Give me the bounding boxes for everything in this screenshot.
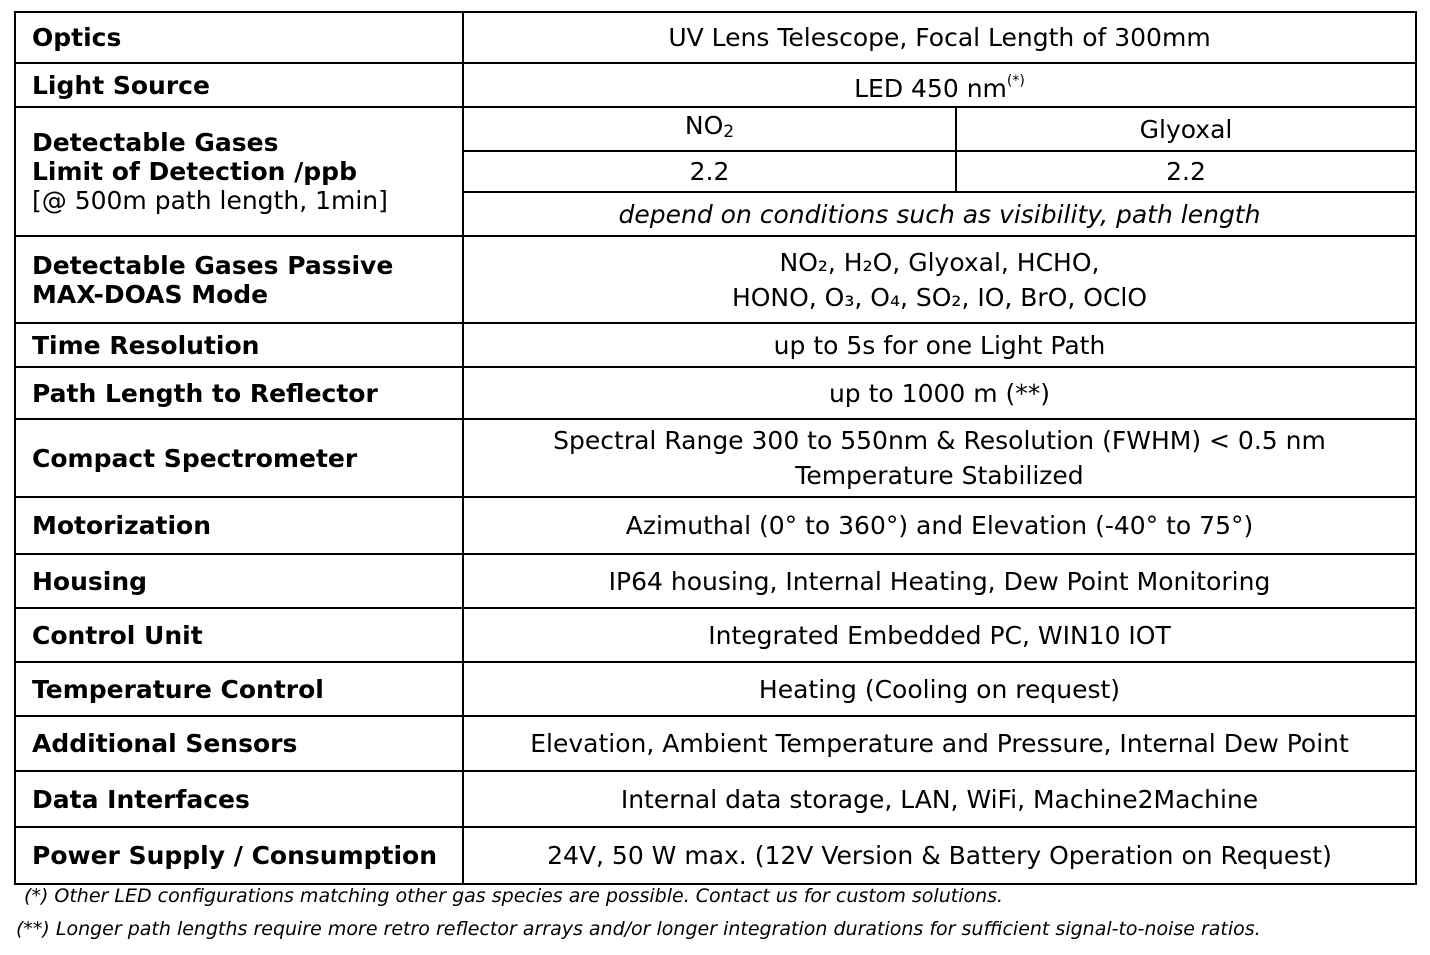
value: Elevation, Ambient Temperature and Pressure, Internal Dew Point	[463, 716, 1416, 771]
label: Light Source	[15, 63, 463, 107]
row-optics	[15, 12, 1416, 63]
row-housing	[15, 554, 1416, 608]
label: Housing	[15, 554, 463, 608]
label: Motorization	[15, 497, 463, 554]
value: 24V, 50 W max. (12V Version & Battery Operation on Request)	[463, 827, 1416, 884]
value-line: Temperature Stabilized	[795, 461, 1084, 490]
value: Heating (Cooling on request)	[463, 662, 1416, 716]
value	[463, 236, 1416, 323]
label-line: Detectable Gases Passive	[32, 250, 394, 280]
lod-glyoxal: 2.2	[956, 151, 1416, 192]
value	[463, 419, 1416, 497]
label-line: Limit of Detection /ppb	[32, 157, 357, 186]
value-text: LED 450 nm	[854, 74, 1007, 103]
gas-glyoxal: Glyoxal	[956, 107, 1416, 151]
row-temperature	[15, 662, 1416, 716]
label	[15, 107, 463, 236]
value: IP64 housing, Internal Heating, Dew Point Monitoring	[463, 554, 1416, 608]
lod-note: depend on conditions such as visibility, path length	[463, 192, 1416, 236]
value: UV Lens Telescope, Focal Length of 300mm	[463, 12, 1416, 63]
label: Compact Spectrometer	[15, 419, 463, 497]
value: up to 5s for one Light Path	[463, 323, 1416, 367]
label-line: [@ 500m path length, 1min]	[32, 186, 388, 215]
value: Integrated Embedded PC, WIN10 IOT	[463, 608, 1416, 662]
label: Time Resolution	[15, 323, 463, 367]
gas-name: NO	[684, 111, 724, 140]
value-line: HONO, O₃, O₄, SO₂, IO, BrO, OClO	[731, 282, 1148, 312]
footnote-mark: (*)	[1006, 73, 1025, 89]
value-line: Spectral Range 300 to 550nm & Resolution (FWHM) < 0.5 nm	[553, 426, 1326, 455]
gas-no2	[463, 107, 956, 151]
subscript: 2	[723, 122, 735, 142]
value: up to 1000 m (**)	[463, 367, 1416, 419]
label: Path Length to Reflector	[15, 367, 463, 419]
row-time	[15, 323, 1416, 367]
spec-table	[14, 11, 1417, 885]
row-power	[15, 827, 1416, 884]
row-sensors	[15, 716, 1416, 771]
label: Temperature Control	[15, 662, 463, 716]
value: Azimuthal (0° to 360°) and Elevation (-40° to 75°)	[463, 497, 1416, 554]
row-detectable-gases	[15, 107, 1416, 151]
row-control	[15, 608, 1416, 662]
lod-no2: 2.2	[463, 151, 956, 192]
value	[463, 63, 1416, 107]
label: Power Supply / Consumption	[15, 827, 463, 884]
row-motorization	[15, 497, 1416, 554]
row-data-interfaces	[15, 771, 1416, 827]
row-spectrometer	[15, 419, 1416, 497]
value: Internal data storage, LAN, WiFi, Machine2Machine	[463, 771, 1416, 827]
footnote-2: (**) Longer path lengths require more retro reflector arrays and/or longer integration durations for sufficient signal-to-noise ratios.	[16, 918, 1261, 940]
label: Control Unit	[15, 608, 463, 662]
label: Data Interfaces	[15, 771, 463, 827]
value-line: NO₂, H₂O, Glyoxal, HCHO,	[779, 247, 1100, 277]
label: Optics	[15, 12, 463, 63]
label	[15, 236, 463, 323]
row-passive	[15, 236, 1416, 323]
footnote-1: (*) Other LED configurations matching other gas species are possible. Contact us for custom solutions.	[18, 885, 1004, 907]
row-light-source	[15, 63, 1416, 107]
label-line: Detectable Gases	[32, 128, 279, 157]
label: Additional Sensors	[15, 716, 463, 771]
row-path	[15, 367, 1416, 419]
label-line: MAX-DOAS Mode	[32, 279, 269, 309]
